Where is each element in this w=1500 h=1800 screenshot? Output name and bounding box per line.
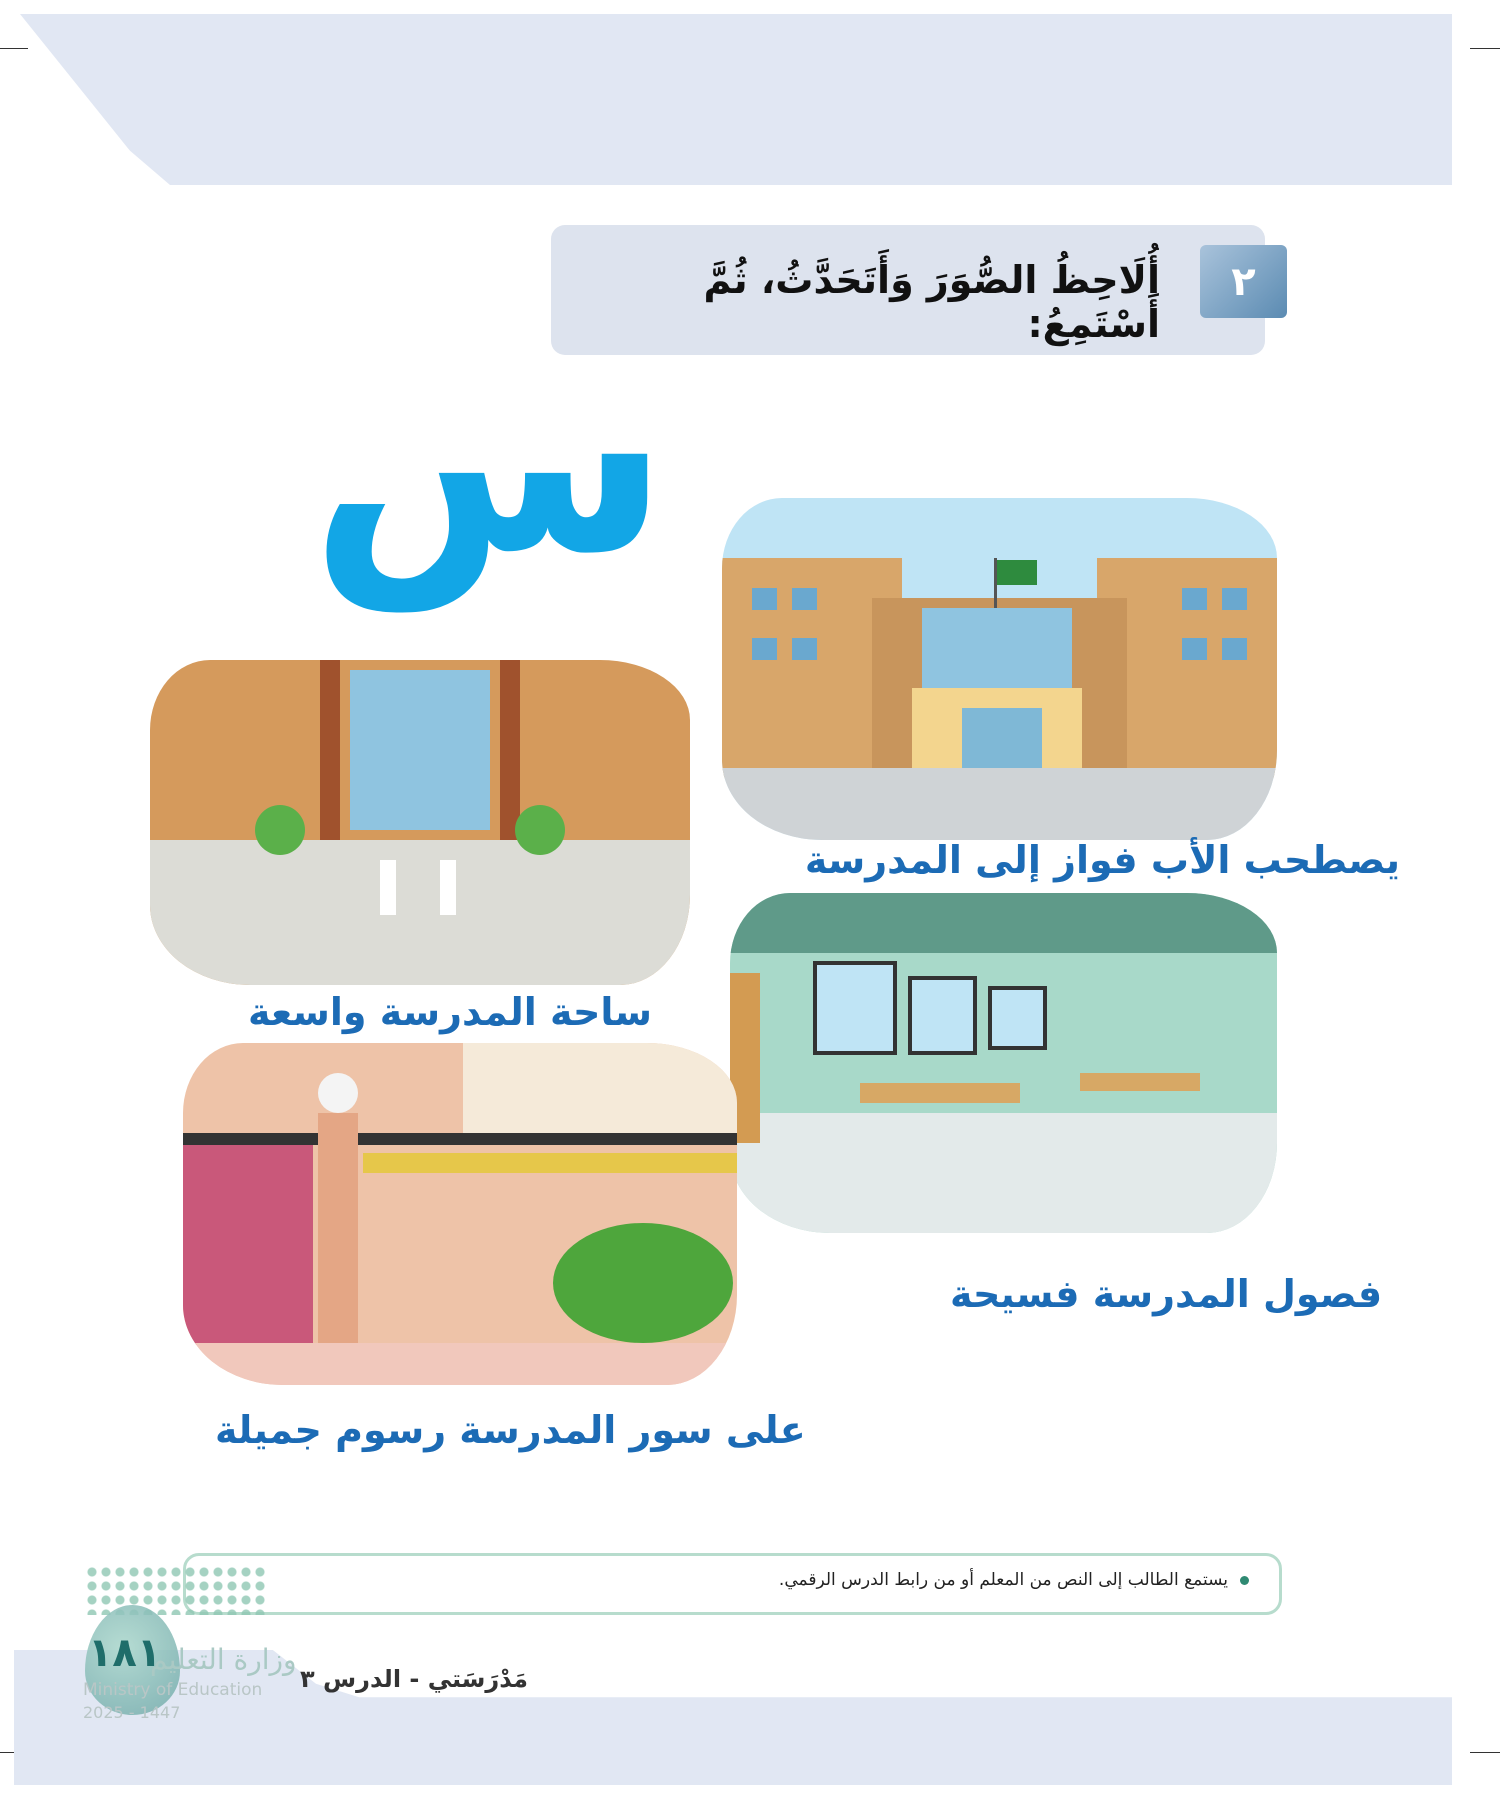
page-number: ١٨١ — [88, 1630, 162, 1676]
crop-mark — [0, 48, 28, 49]
ministry-logo-arabic: وزارة التعليم — [150, 1643, 297, 1676]
instruction-number: ٢ — [1200, 245, 1287, 318]
teacher-note — [183, 1553, 1282, 1615]
header-band — [20, 14, 1452, 185]
ministry-logo-english: Ministry of Education — [83, 1680, 263, 1700]
caption-wall: على سور المدرسة رسوم جميلة — [215, 1408, 806, 1452]
caption-yard: ساحة المدرسة واسعة — [248, 990, 653, 1034]
school-yard-image — [150, 660, 690, 985]
logo-dots — [85, 1565, 265, 1615]
note-text: يستمع الطالب إلى النص من المعلم أو من رابط الدرس الرقمي. — [778, 1570, 1228, 1590]
crop-mark — [1470, 48, 1500, 49]
school-wall-image — [183, 1043, 737, 1385]
caption-father: يصطحب الأب فواز إلى المدرسة — [804, 838, 1400, 882]
instruction-text: أُلَاحِظُ الصُّوَرَ وَأَتَحَدَّثُ، ثُمَّ أَسْتَمِعُ: — [703, 258, 1160, 346]
crop-mark — [1470, 1752, 1500, 1753]
classroom-image — [730, 893, 1277, 1233]
letter-seen: س — [310, 309, 669, 611]
caption-classes: فصول المدرسة فسيحة — [950, 1272, 1383, 1316]
bullet-icon — [1240, 1576, 1249, 1585]
footer-lesson-title: مَدْرَسَتي - الدرس ٣ — [300, 1665, 528, 1693]
edition-year: 2025 - 1447 — [83, 1703, 181, 1722]
school-front-image — [722, 498, 1277, 840]
